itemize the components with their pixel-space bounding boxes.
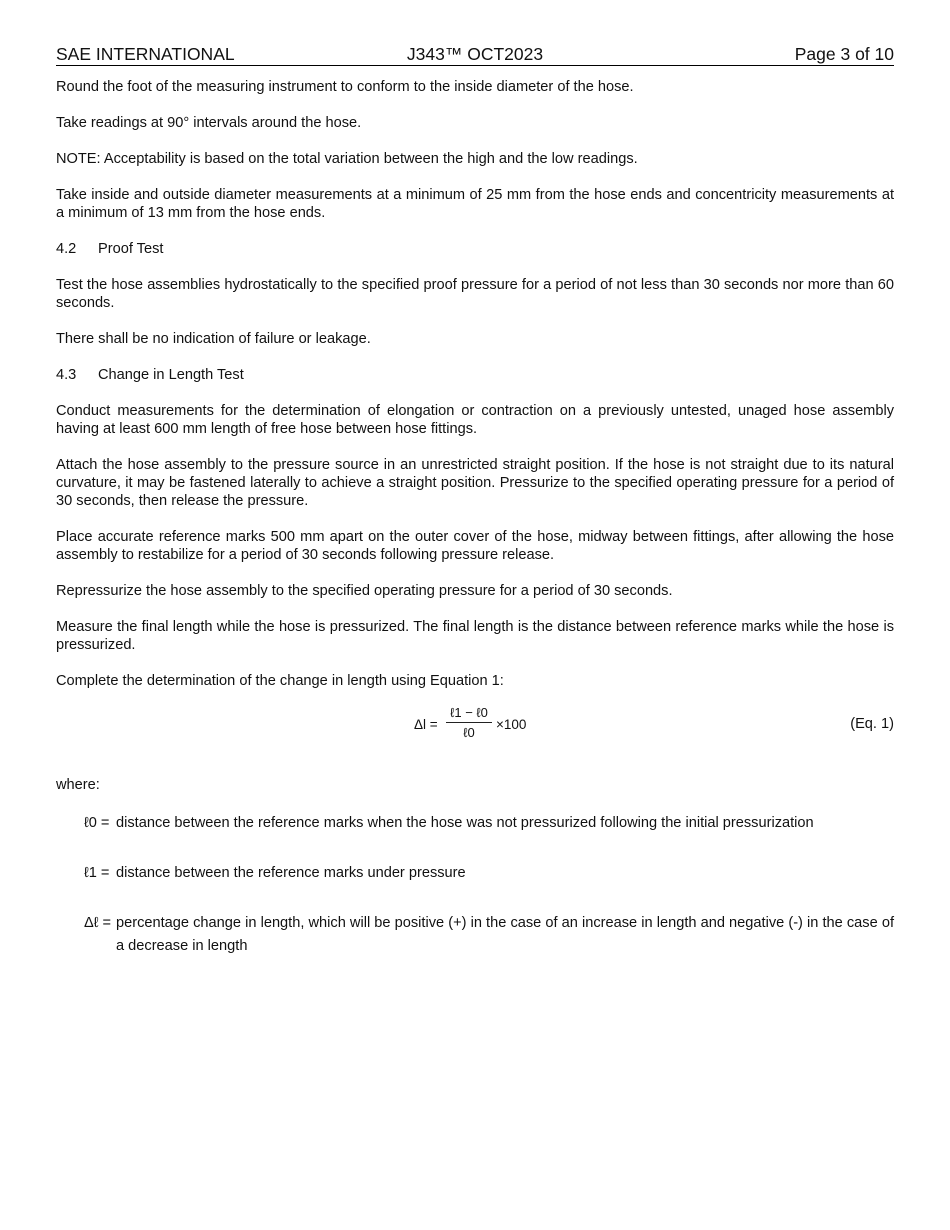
- paragraph: Complete the determination of the change in length using Equation 1:: [56, 673, 504, 689]
- header-org: SAE INTERNATIONAL: [56, 44, 235, 64]
- definition-item: [56, 812, 894, 835]
- definition-term: ℓ1 =: [84, 865, 110, 881]
- equation-block: [56, 704, 894, 750]
- page-header: [56, 44, 894, 66]
- equation-numerator: ℓ1 − ℓ0: [450, 705, 488, 720]
- document-body: [56, 78, 894, 985]
- section-title: Change in Length Test: [98, 367, 244, 383]
- section-number: 4.3: [56, 367, 77, 383]
- equation-rhs: ×100: [496, 717, 527, 732]
- paragraph: Attach the hose assembly to the pressure source in an unrestricted straight position. If the hose is not straight due to its natural curvature, it may be fastened laterally to achieve a straight position. Pressurize to the specified operating pressure for a period of 30 seconds, then release the pressure.: [56, 457, 894, 509]
- definition-description: percentage change in length, which will be positive (+) in the case of an increase in length and negative (-) in the case of a decrease in length: [116, 915, 894, 954]
- definition-term: Δℓ =: [84, 915, 112, 931]
- paragraph: Conduct measurements for the determination of elongation or contraction on a previously untested, unaged hose assembly having at least 600 mm length of free hose between hose fittings.: [56, 403, 894, 437]
- equation-fraction: [444, 704, 494, 741]
- where-label: where:: [56, 777, 100, 793]
- header-page-number: Page 3 of 10: [794, 44, 894, 64]
- definition-item: [56, 862, 894, 885]
- paragraph: Place accurate reference marks 500 mm apart on the outer cover of the hose, midway between fittings, after allowing the hose assembly to restabilize for a period of 30 seconds following pressure release.: [56, 529, 894, 563]
- section-heading-4-3: [56, 366, 894, 384]
- definition-list: [56, 812, 894, 958]
- equation-lhs: Δl =: [414, 717, 438, 732]
- paragraph: Test the hose assemblies hydrostatically to the specified proof pressure for a period of not less than 30 seconds nor more than 60 seconds.: [56, 277, 894, 311]
- definition-description: distance between the reference marks when the hose was not pressurized following the initial pressurization: [116, 815, 814, 831]
- definition-item: [56, 912, 894, 958]
- header-doc-id: J343™ OCT2023: [406, 44, 544, 64]
- note-paragraph: NOTE: Acceptability is based on the total variation between the high and the low readings.: [56, 151, 638, 167]
- section-title: Proof Test: [98, 241, 164, 257]
- definition-term: ℓ0 =: [84, 815, 110, 831]
- definition-description: distance between the reference marks under pressure: [116, 865, 466, 881]
- equation-label: (Eq. 1): [850, 716, 894, 732]
- equation-denominator: ℓ0: [463, 725, 475, 740]
- section-number: 4.2: [56, 241, 77, 257]
- paragraph: Measure the final length while the hose is pressurized. The final length is the distance between reference marks while the hose is pressurized.: [56, 619, 894, 653]
- paragraph: Round the foot of the measuring instrument to conform to the inside diameter of the hose.: [56, 79, 634, 95]
- paragraph: Take inside and outside diameter measurements at a minimum of 25 mm from the hose ends and concentricity measurements at a minimum of 13 mm from the hose ends.: [56, 187, 894, 221]
- section-heading-4-2: [56, 240, 894, 258]
- paragraph: Repressurize the hose assembly to the specified operating pressure for a period of 30 seconds.: [56, 583, 673, 599]
- paragraph: There shall be no indication of failure or leakage.: [56, 331, 371, 347]
- paragraph: Take readings at 90° intervals around the hose.: [56, 115, 362, 131]
